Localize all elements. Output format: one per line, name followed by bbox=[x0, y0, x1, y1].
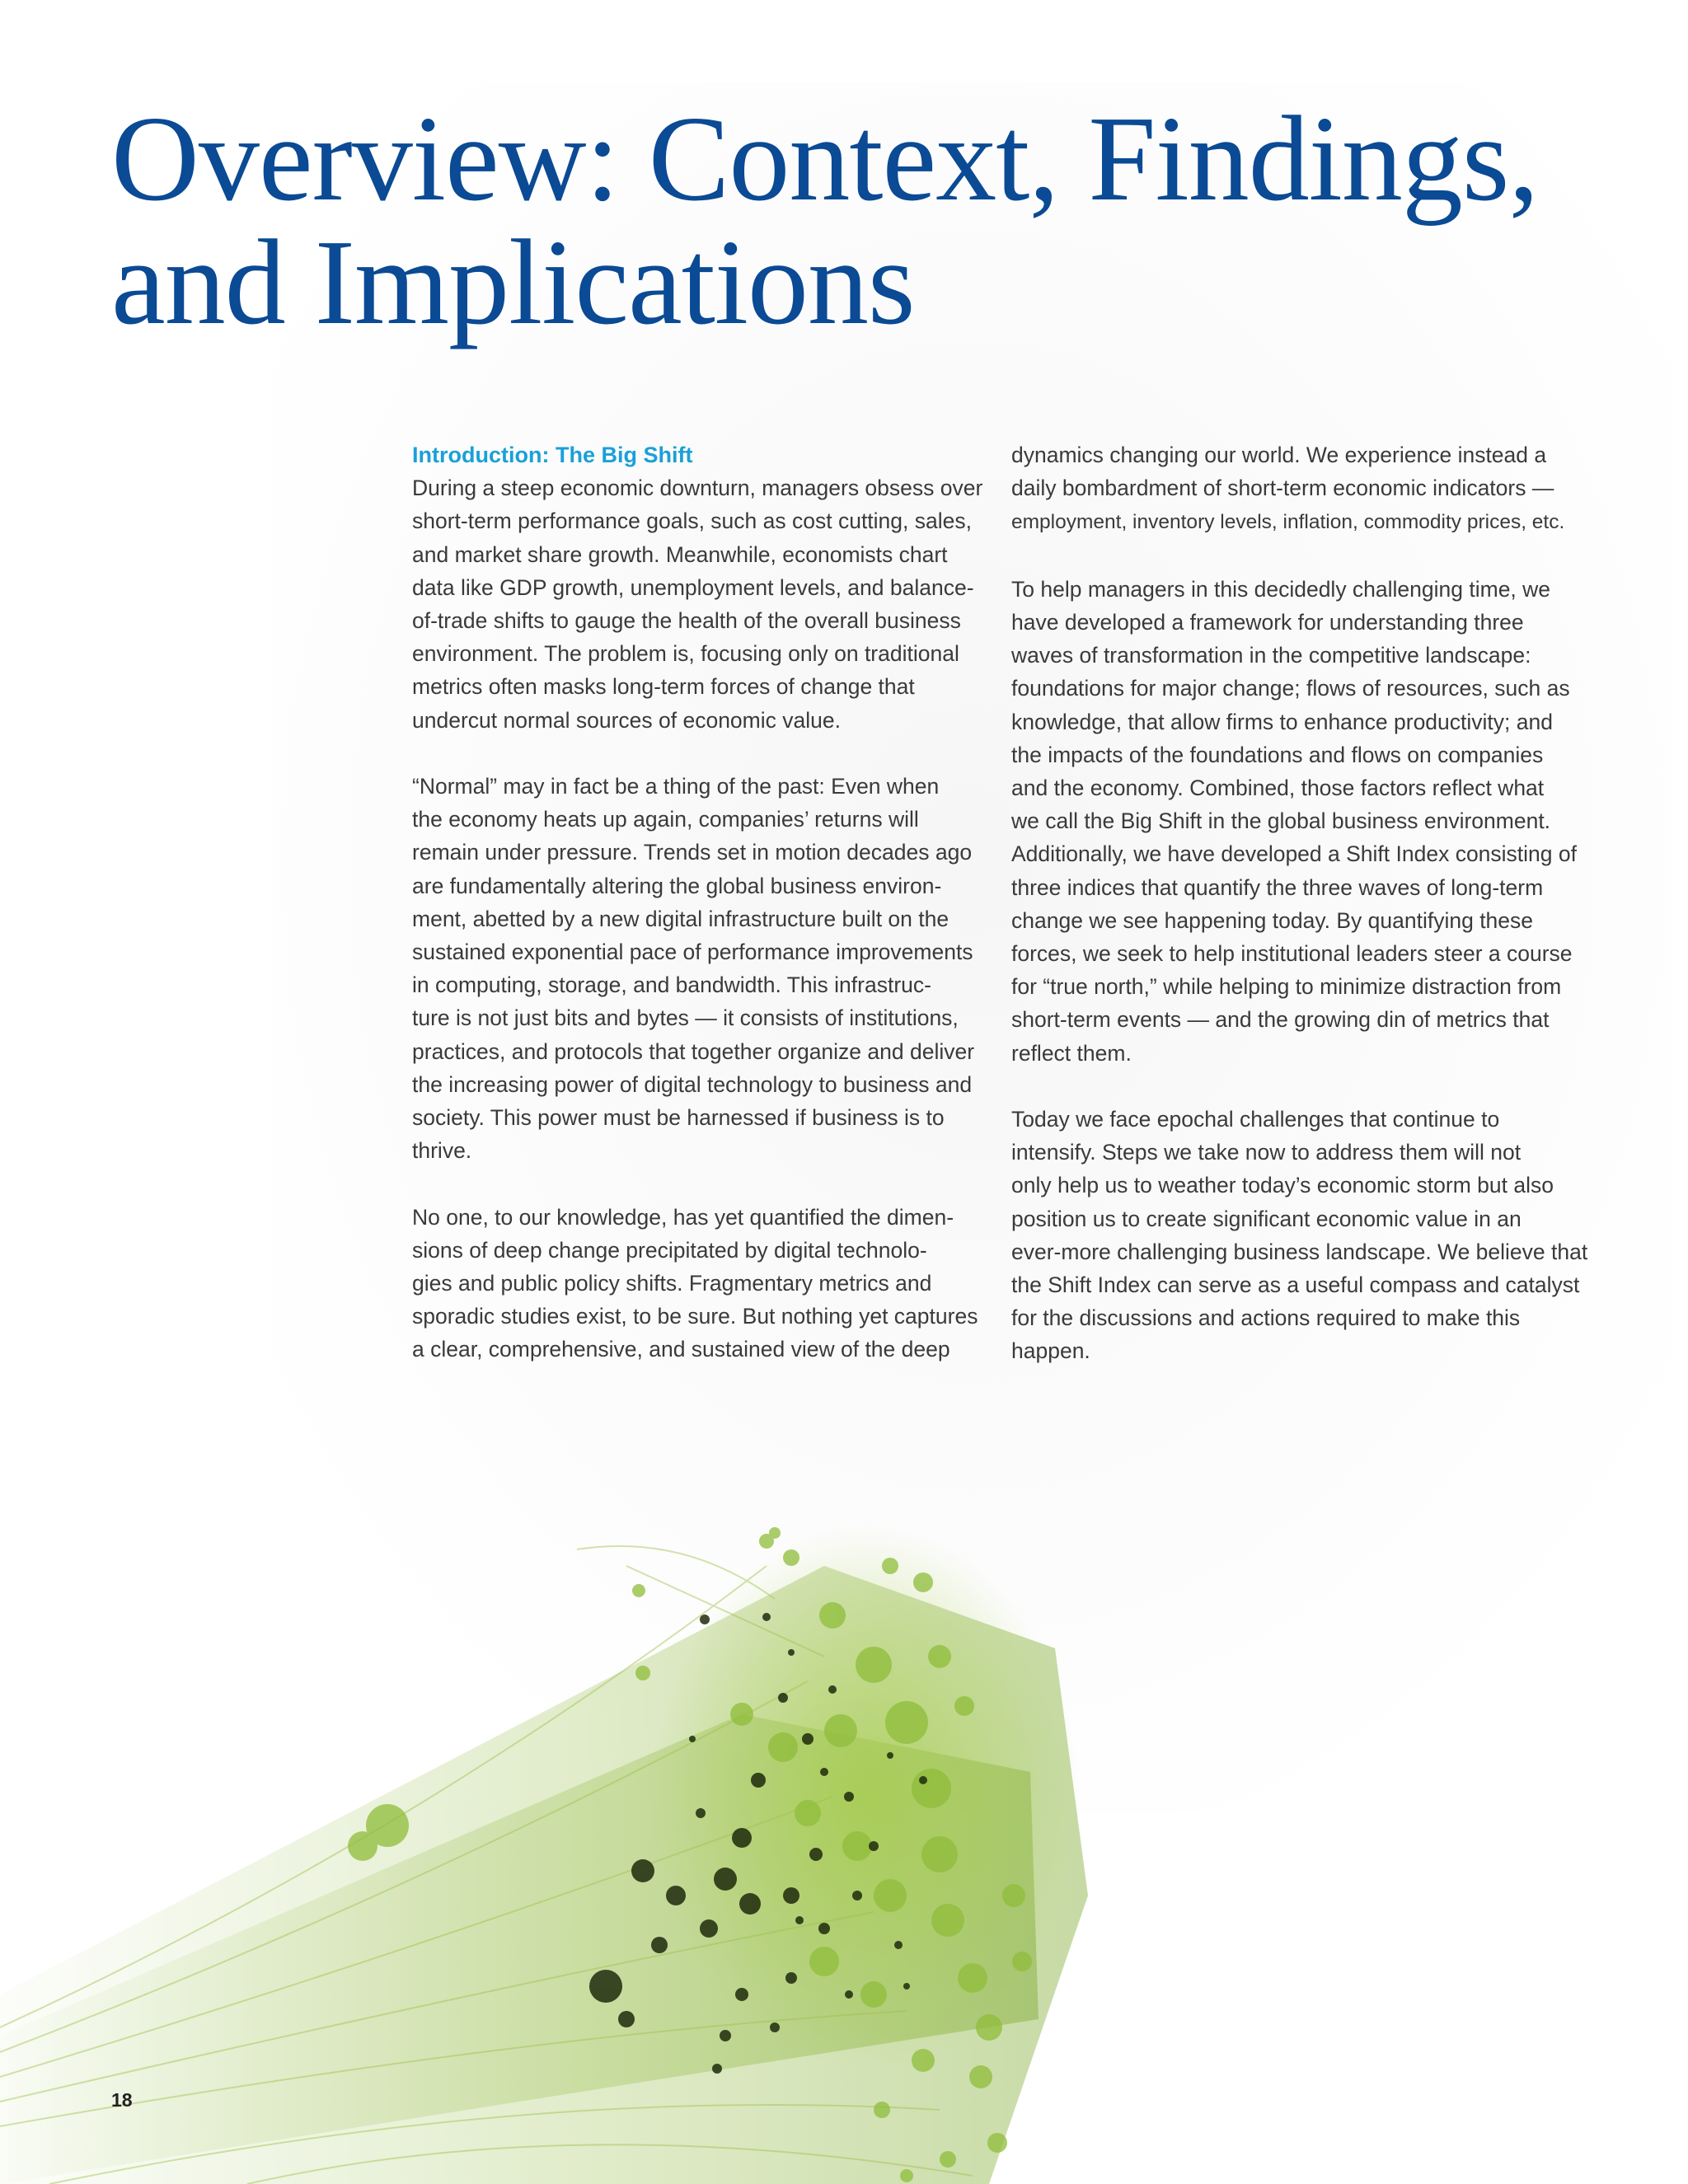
text-line: thrive. bbox=[412, 1138, 472, 1164]
text-line: dynamics changing our world. We experience instead a bbox=[1011, 443, 1547, 467]
text-line: metrics often masks long-term forces of change that bbox=[412, 674, 915, 700]
section-subheading: Introduction: The Big Shift bbox=[412, 443, 693, 467]
paragraph-2 bbox=[412, 770, 989, 1167]
page-number: 18 bbox=[111, 2089, 133, 2111]
text-line: ment, abetted by a new digital infrastructure built on the bbox=[412, 906, 950, 931]
text-line: During a steep economic downturn, managers obsess over bbox=[412, 476, 983, 501]
text-line: remain under pressure. Trends set in motion decades ago bbox=[412, 840, 973, 865]
text-line: three indices that quantify the three waves of long-term bbox=[1011, 874, 1544, 900]
text-line: and the economy. Combined, those factors reflect what bbox=[1011, 776, 1545, 801]
text-line: knowledge, that allow firms to enhance productivity; and bbox=[1011, 709, 1553, 734]
text-line: environment. The problem is, focusing only on traditional bbox=[412, 641, 959, 667]
text-line: practices, and protocols that together organize and deliver bbox=[412, 1038, 975, 1064]
page-title bbox=[111, 91, 1539, 350]
text-line: position us to create significant economic value in an bbox=[1011, 1206, 1522, 1231]
text-line: “Normal” may in fact be a thing of the past: Even when bbox=[412, 774, 940, 799]
text-line: intensify. Steps we take now to address them will not bbox=[1011, 1140, 1522, 1165]
text-line: the Shift Index can serve as a useful compass and catalyst bbox=[1011, 1272, 1580, 1298]
text-line: Additionally, we have developed a Shift Index consisting of bbox=[1011, 841, 1577, 867]
paragraph-4 bbox=[1011, 438, 1597, 540]
text-line: No one, to our knowledge, has yet quantified the dimen- bbox=[412, 1204, 954, 1230]
text-line: undercut normal sources of economic value. bbox=[412, 707, 841, 733]
text-line: short-term events — and the growing din of metrics that bbox=[1011, 1007, 1550, 1033]
text-line: of-trade shifts to gauge the health of the overall business bbox=[412, 608, 961, 634]
text-line: To help managers in this decidedly challenging time, we bbox=[1011, 576, 1551, 602]
text-line: a clear, comprehensive, and sustained view of the deep bbox=[412, 1337, 950, 1362]
page-title-line-1: Overview: Context, Findings, bbox=[111, 91, 1539, 227]
text-line: have developed a framework for understanding three bbox=[1011, 610, 1524, 635]
text-line: in computing, storage, and bandwidth. This infrastruc- bbox=[412, 972, 931, 998]
text-line: ture is not just bits and bytes — it consists of institutions, bbox=[412, 1005, 959, 1031]
paragraph-6 bbox=[1011, 1103, 1597, 1368]
text-line: the impacts of the foundations and flows on companies bbox=[1011, 742, 1544, 767]
text-line: the increasing power of digital technology to business and bbox=[412, 1071, 973, 1097]
right-column bbox=[1011, 438, 1597, 1401]
text-line: happen. bbox=[1011, 1338, 1090, 1364]
text-line: we call the Big Shift in the global business environment. bbox=[1011, 808, 1551, 834]
text-line: are fundamentally altering the global business environ- bbox=[412, 873, 942, 898]
text-line: for the discussions and actions required to make this bbox=[1011, 1305, 1521, 1331]
text-line: society. This power must be harnessed if business is to bbox=[412, 1105, 945, 1131]
text-line: forces, we seek to help institutional leaders steer a course bbox=[1011, 941, 1573, 967]
paragraph-5 bbox=[1011, 573, 1597, 1070]
text-line: sporadic studies exist, to be sure. But nothing yet captures bbox=[412, 1304, 978, 1329]
text-line: only help us to weather today’s economic storm but also bbox=[1011, 1173, 1554, 1198]
text-line: employment, inventory levels, inflation, commodity prices, etc. bbox=[1011, 511, 1565, 534]
text-line: sions of deep change precipitated by digital technolo- bbox=[412, 1237, 927, 1263]
text-line: for “true north,” while helping to minimize distraction from bbox=[1011, 974, 1562, 1000]
text-line: change we see happening today. By quantifying these bbox=[1011, 907, 1534, 933]
paragraph-3 bbox=[412, 1201, 989, 1366]
text-line: waves of transformation in the competitive landscape: bbox=[1011, 643, 1531, 668]
text-line: sustained exponential pace of performance improvements bbox=[412, 940, 973, 965]
text-line: and market share growth. Meanwhile, economists chart bbox=[412, 541, 948, 567]
text-line: the economy heats up again, companies’ returns will bbox=[412, 807, 919, 832]
text-line: daily bombardment of short-term economic indicators — bbox=[1011, 476, 1554, 501]
text-line: Today we face epochal challenges that continue to bbox=[1011, 1107, 1500, 1132]
text-line: foundations for major change; flows of resources, such as bbox=[1011, 676, 1570, 701]
text-line: reflect them. bbox=[1011, 1040, 1132, 1066]
paragraph-1 bbox=[412, 471, 989, 737]
page-title-line-2: and Implications bbox=[111, 215, 915, 350]
text-line: gies and public policy shifts. Fragmentary metrics and bbox=[412, 1271, 932, 1296]
text-line: ever-more challenging business landscape. We believe that bbox=[1011, 1239, 1588, 1264]
text-line: short-term performance goals, such as cost cutting, sales, bbox=[412, 509, 972, 534]
text-line: data like GDP growth, unemployment levels, and balance- bbox=[412, 574, 974, 600]
left-column bbox=[412, 438, 989, 1399]
